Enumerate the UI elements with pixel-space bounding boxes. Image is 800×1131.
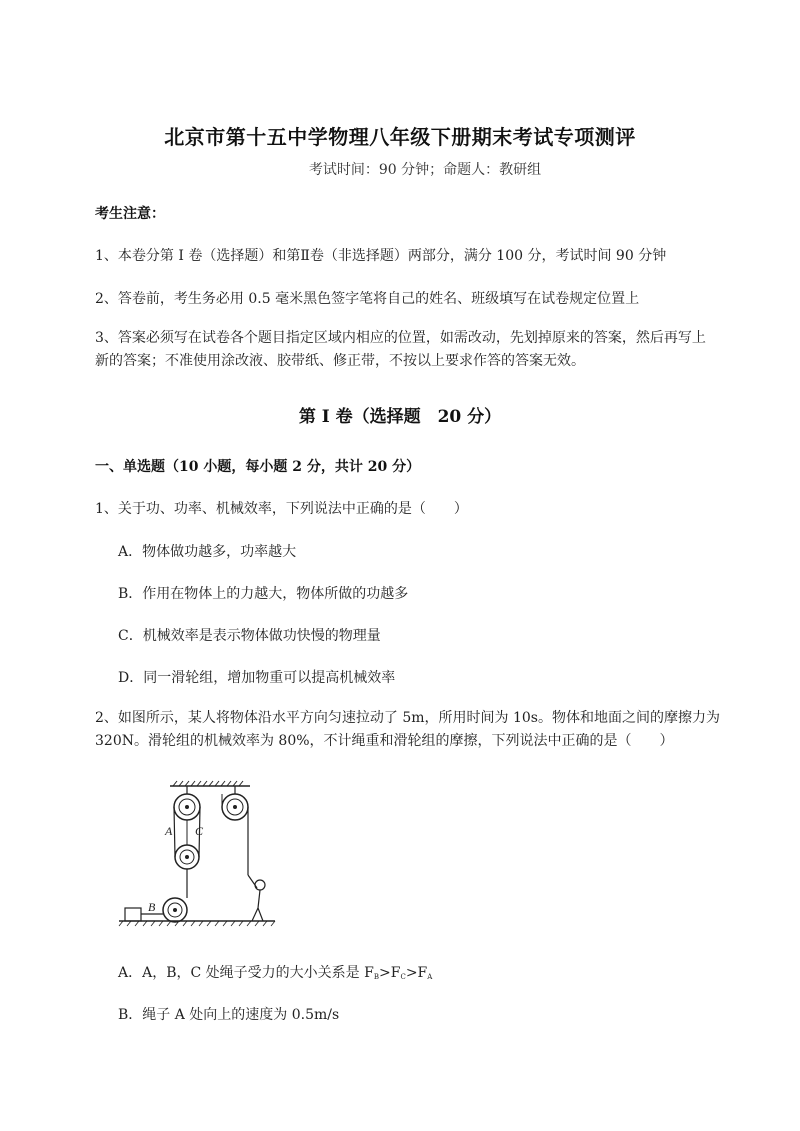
notice-item-2: 2、答卷前，考生务必用 0.5 毫米黑色签字笔将自己的姓名、班级填写在试卷规定位置上: [95, 291, 640, 307]
exam-info: 考试时间：90 分钟；命题人：教研组: [308, 162, 542, 178]
question-1-option-c: C．机械效率是表示物体做功快慢的物理量: [118, 628, 381, 644]
option-a-text: A．A，B，C 处绳子受力的大小关系是 F: [118, 965, 374, 981]
page-title: 北京市第十五中学物理八年级下册期末考试专项测评: [164, 125, 636, 149]
question-2-stem: 2、如图所示，某人将物体沿水平方向匀速拉动了 5m，所用时间为 10s。物体和地面之间的摩擦力为 320N。滑轮组的机械效率为 80%，不计绳重和滑轮组的摩擦，下列说法中正确的是（ ）: [95, 710, 720, 749]
part-heading: 一、单选题（10 小题，每小题 2 分，共计 20 分）: [95, 459, 421, 475]
question-1-option-a: A．物体做功越多，功率越大: [118, 544, 297, 560]
notice-heading: 考生注意：: [95, 206, 165, 222]
option-a-gt-1: >F: [379, 965, 401, 981]
question-2-option-a: [118, 962, 432, 982]
label-b: B: [148, 900, 156, 914]
question-1-option-d: D．同一滑轮组，增加物重可以提高机械效率: [118, 670, 396, 686]
subscript-a: A: [427, 973, 433, 981]
section-title: 第 I 卷（选择题 20 分）: [298, 407, 502, 427]
label-c: C: [195, 824, 204, 838]
question-1-stem: 1、关于功、功率、机械效率，下列说法中正确的是（ ）: [95, 501, 468, 517]
subscript-c: C: [400, 973, 406, 981]
label-a: A: [165, 824, 173, 838]
notice-item-3: 3、答案必须写在试卷各个题目指定区域内相应的位置，如需改动，先划掉原来的答案，然后再写上新的答案；不准使用涂改液、胶带纸、修正带，不按以上要求作答的答案无效。: [95, 330, 706, 369]
subscript-b: B: [373, 973, 379, 981]
pulley-diagram: [115, 780, 285, 930]
notice-item-1: 1、本卷分第 I 卷（选择题）和第Ⅱ卷（非选择题）两部分，满分 100 分，考试时间 90 分钟: [95, 248, 667, 264]
question-2-option-b: B．绳子 A 处向上的速度为 0.5m/s: [118, 1007, 340, 1023]
question-1-option-b: B．作用在物体上的力越大，物体所做的功越多: [118, 586, 409, 602]
option-a-gt-2: >F: [405, 965, 428, 981]
